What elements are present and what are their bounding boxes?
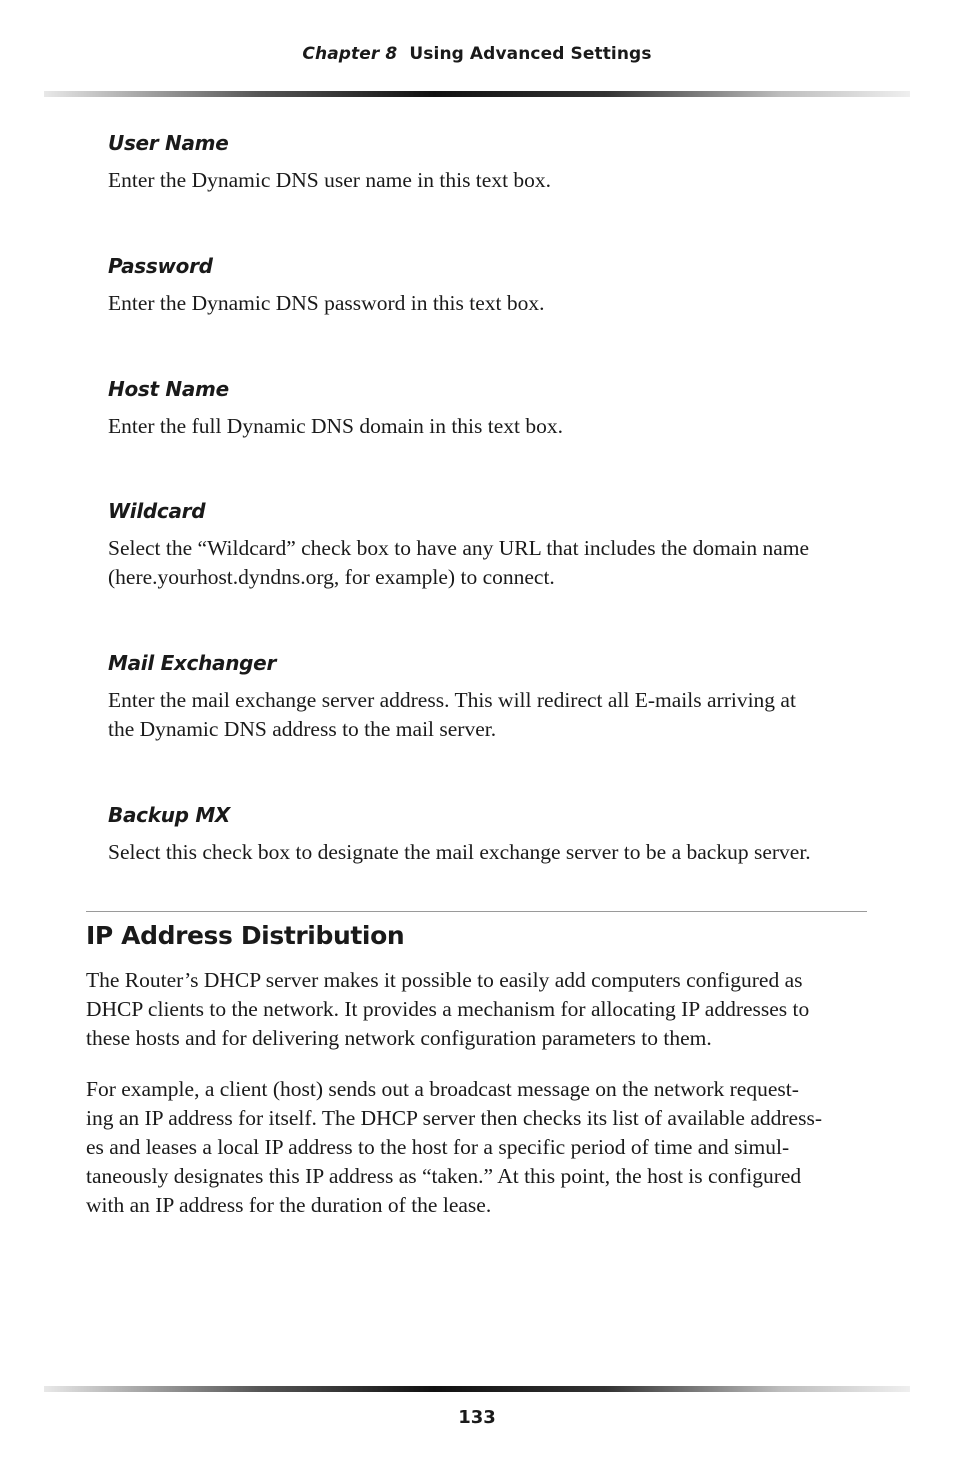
text-line: these hosts and for delivering network configuration parameters to them. [86,1026,712,1050]
entry-heading: Host Name [108,377,229,401]
entry-heading: Backup MX [108,803,231,827]
text-line: For example, a client (host) sends out a broadcast message on the network request- [86,1077,799,1101]
section-title: IP Address Distribution [86,921,405,950]
entry-mail-exchanger [108,650,888,744]
text-line: (here.yourhost.dyndns.org, for example) to connect. [108,565,555,589]
text-line: DHCP clients to the network. It provides a mechanism for allocating IP addresses to [86,997,810,1021]
entry-wildcard [108,498,888,592]
entry-password [108,253,888,318]
entry-text [108,686,888,744]
page-header [0,44,954,64]
entry-heading: Mail Exchanger [108,651,277,675]
entry-text: Enter the full Dynamic DNS domain in this text box. [108,414,564,438]
text-line: The Router’s DHCP server makes it possible to easily add computers configured as [86,968,803,992]
footer-rule [44,1386,910,1392]
text-line: taneously designates this IP address as “taken.” At this point, the host is configured [86,1164,802,1188]
chapter-title: Using Advanced Settings [409,44,652,64]
text-line: Enter the mail exchange server address. This will redirect all E-mails arriving at [108,688,796,712]
text-line: the Dynamic DNS address to the mail server. [108,717,497,741]
text-line: with an IP address for the duration of the lease. [86,1193,492,1217]
text-line: ing an IP address for itself. The DHCP server then checks its list of available address- [86,1106,822,1130]
entry-heading: User Name [108,131,229,155]
paragraph-dhcp-intro [86,966,876,1053]
entry-backup-mx [108,802,888,867]
page-number: 133 [458,1407,496,1428]
entry-text: Enter the Dynamic DNS password in this text box. [108,291,545,315]
header-rule [44,91,910,97]
chapter-label: Chapter 8 [302,44,398,64]
entry-text [108,534,888,592]
paragraph-dhcp-example [86,1075,876,1220]
entry-host-name [108,376,888,441]
entry-text: Enter the Dynamic DNS user name in this text box. [108,168,552,192]
section-divider [86,911,867,912]
entry-heading: Wildcard [108,499,206,523]
text-line: Select the “Wildcard” check box to have any URL that includes the domain name [108,536,810,560]
entry-text: Select this check box to designate the mail exchange server to be a backup server. [108,840,811,864]
text-line: es and leases a local IP address to the host for a specific period of time and simul- [86,1135,790,1159]
entry-user-name [108,130,888,195]
entry-heading: Password [108,254,213,278]
